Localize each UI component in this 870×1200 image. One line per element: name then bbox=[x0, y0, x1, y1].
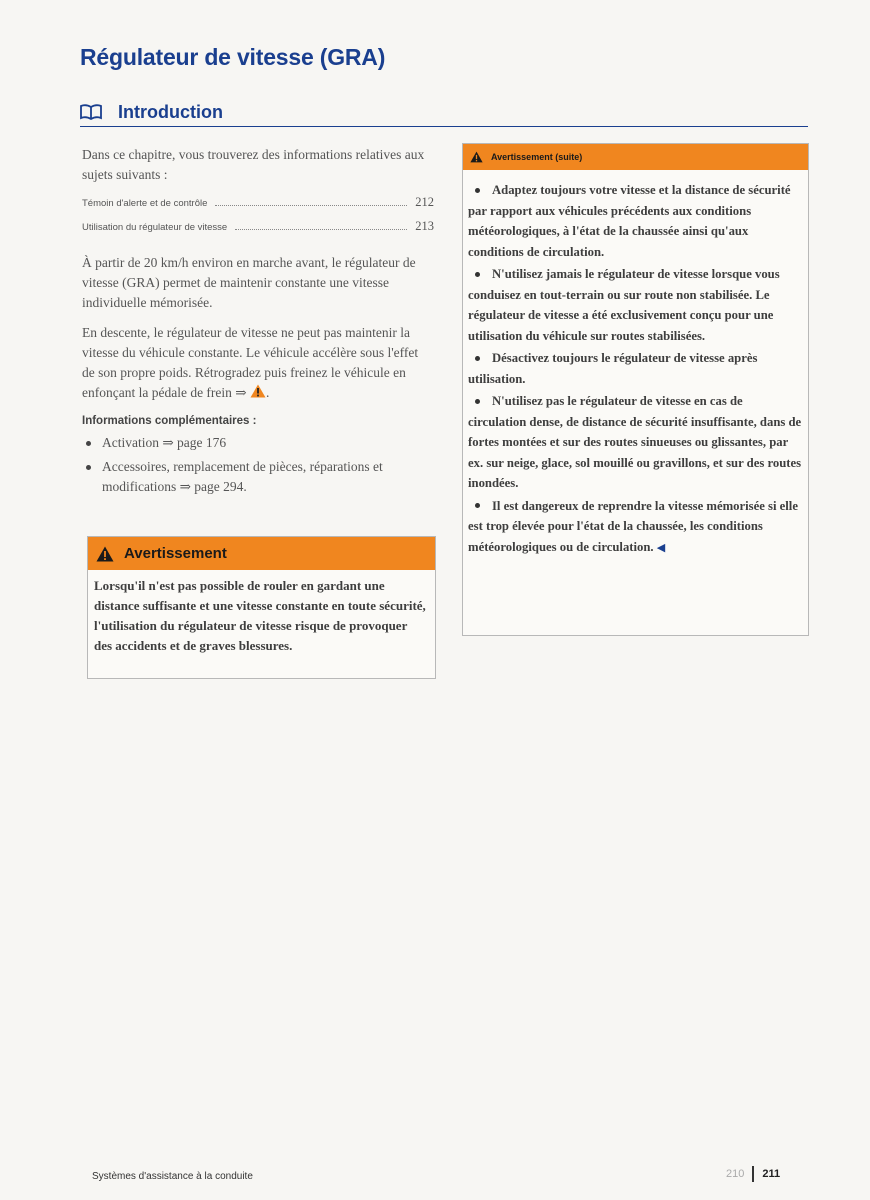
warning-item: Il est dangereux de reprendre la vitesse mémorisée si elle est trop élevée pour l'état de la chaussée, les conditions météorologiques ou de circulation. ◀ bbox=[468, 498, 798, 554]
warning-header bbox=[463, 144, 808, 170]
toc-entry-label: Témoin d'alerte et de contrôle bbox=[82, 198, 208, 209]
intro-text: Dans ce chapitre, vous trouverez des informations relatives aux sujets suivants : bbox=[82, 147, 425, 182]
info-heading: Informations complémentaires : bbox=[82, 415, 257, 427]
page-title: Régulateur de vitesse (GRA) bbox=[80, 44, 386, 70]
warning-continued-box bbox=[462, 143, 809, 636]
toc-dots bbox=[215, 204, 407, 206]
toc-entry[interactable] bbox=[82, 195, 434, 219]
warning-item: N'utilisez pas le régulateur de vitesse en cas de circulation dense, de distance de sécurité insuffisante, dans de fortes montées et sur des routes sinueuses ou glissantes, par ex. sur neige, glace, sol mouillé ou gravillons, et sur des routes inondées. bbox=[468, 394, 802, 490]
warning-item: Adaptez toujours votre vitesse et la distance de sécurité par rapport aux véhicules précédents aux conditions météorologiques, à l'état de la chaussée ainsi qu'aux conditions de circulation. bbox=[468, 183, 791, 259]
info-list bbox=[82, 433, 434, 497]
left-column bbox=[82, 145, 434, 501]
toc-entry[interactable] bbox=[82, 219, 434, 243]
section-header bbox=[80, 102, 808, 127]
warning-header bbox=[88, 537, 435, 570]
bullet-icon bbox=[475, 188, 480, 193]
chapter-toc bbox=[82, 195, 434, 243]
toc-entry-label: Utilisation du régulateur de vitesse bbox=[82, 222, 228, 233]
bullet-icon bbox=[475, 356, 480, 361]
section-end-icon: ◀ bbox=[656, 541, 666, 554]
bullet-icon bbox=[475, 399, 480, 404]
warning-item: Désactivez toujours le régulateur de vitesse après utilisation. bbox=[468, 351, 758, 386]
warning-item: N'utilisez jamais le régulateur de vitesse lorsque vous conduisez en tout-terrain ou sur route non stabilisée. Le régulateur de vitesse a été exclusivement conçu pour une utilisation du véhicule sur routes stabilisées. bbox=[468, 267, 780, 343]
footer-chapter: Systèmes d'assistance à la conduite bbox=[92, 1171, 253, 1182]
warning-list bbox=[463, 170, 808, 558]
warning-text: Lorsqu'il n'est pas possible de rouler en gardant une distance suffisante et une vitesse constante en toute sécurité, l'utilisation du régulateur de vitesse risque de provoquer des accidents et de graves blessures. bbox=[94, 578, 426, 653]
paragraph-descent: En descente, le régulateur de vitesse ne peut pas maintenir la vitesse du véhicule constante. Le véhicule accélère sous l'effet de son propre poids. Rétrogradez puis freinez le véhicule en enfonçant la pédale de frein ⇒ . bbox=[82, 325, 419, 400]
paragraph-speed: À partir de 20 km/h environ en marche avant, le régulateur de vitesse (GRA) permet de maintenir constante une vitesse individuelle mémorisée. bbox=[82, 255, 416, 310]
info-link-accessories[interactable]: Accessoires, remplacement de pièces, réparations et modifications ⇒ page 294. bbox=[82, 457, 434, 497]
section-title: Introduction bbox=[118, 102, 223, 122]
bullet-icon bbox=[475, 503, 480, 508]
prev-page-number: 210 bbox=[726, 1168, 745, 1180]
bullet-icon bbox=[475, 272, 480, 277]
book-icon bbox=[80, 104, 102, 120]
toc-entry-page: 212 bbox=[415, 195, 434, 209]
toc-entry-page: 213 bbox=[415, 219, 434, 233]
page-numbers bbox=[726, 1166, 780, 1182]
page-separator bbox=[752, 1166, 754, 1182]
warning-triangle-icon[interactable] bbox=[250, 384, 266, 398]
page-number: 211 bbox=[762, 1168, 781, 1180]
info-link-activation[interactable]: Activation ⇒ page 176 bbox=[82, 433, 434, 453]
warning-title: Avertissement (suite) bbox=[491, 152, 583, 162]
warning-box bbox=[87, 536, 436, 679]
toc-dots bbox=[235, 228, 407, 230]
warning-title: Avertissement bbox=[124, 545, 227, 562]
warning-triangle-icon bbox=[470, 151, 483, 163]
warning-triangle-icon bbox=[96, 546, 114, 562]
